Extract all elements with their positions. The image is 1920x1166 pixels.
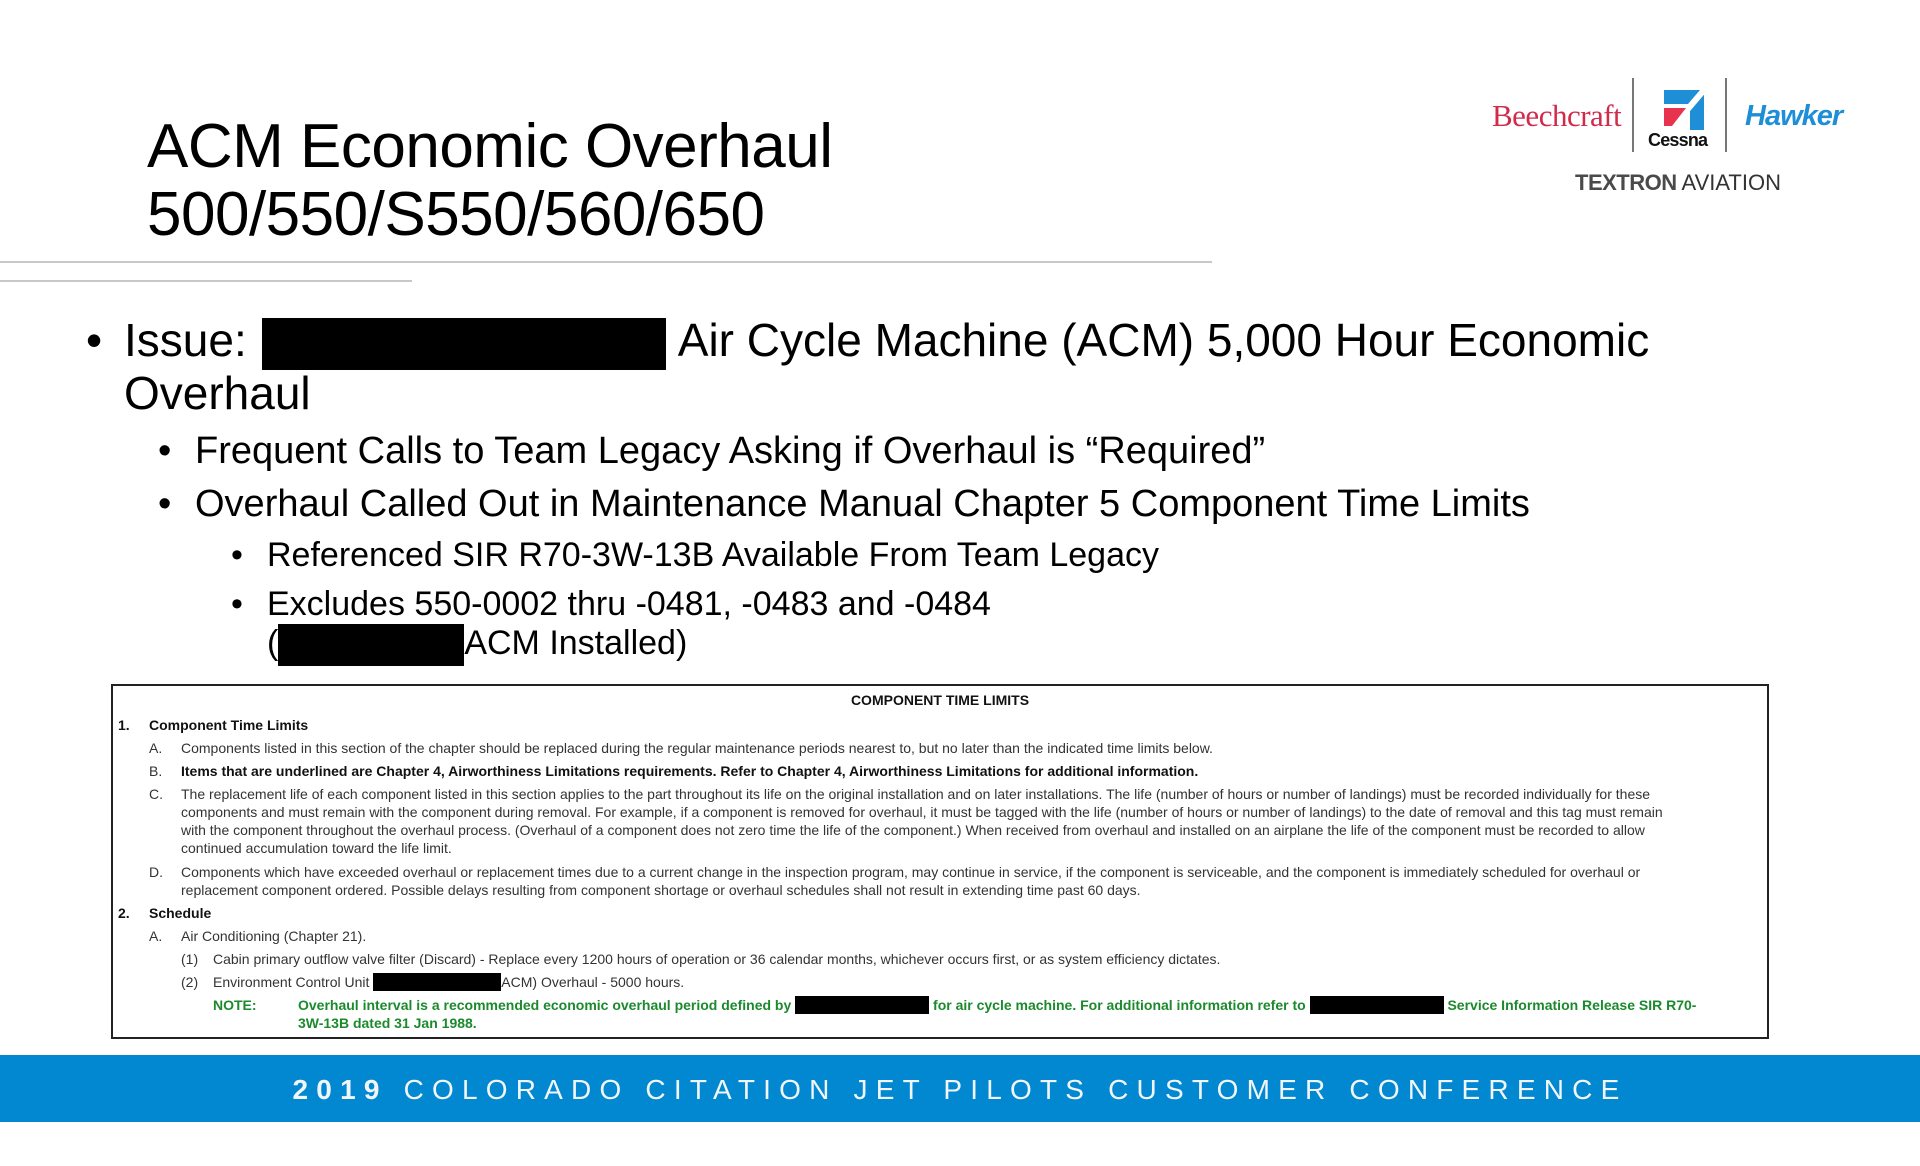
item-c-line4: continued accumulation toward the life limit. — [181, 840, 452, 856]
footer-conference-name: COLORADO CITATION JET PILOTS CUSTOMER CONFERENCE — [403, 1074, 1628, 1105]
title-divider-short — [0, 280, 412, 282]
note-line2: 3W-13B dated 31 Jan 1988. — [298, 1015, 477, 1031]
item-b-text: Items that are underlined are Chapter 4, Airworthiness Limitations requirements. Refer to Chapter 4, Airworthiness Limitations for additional information. — [181, 763, 1199, 779]
item-c-line3: with the component throughout the overhaul process. (Overhaul of a component does not zero time the life of the component.) When received from overhaul and installed on an airplane the life of the component must be recorded to allow — [181, 822, 1645, 838]
item-a-text: Components listed in this section of the chapter should be replaced during the regular maintenance periods nearest to, but no later than the indicated time limits below. — [181, 740, 1213, 756]
sub-bullet-excludes: Excludes 550-0002 thru -0481, -0483 and -0484 — [267, 585, 991, 623]
redacted-block — [373, 973, 501, 991]
beechcraft-logo: Beechcraft — [1492, 98, 1622, 133]
bullet-dot: • — [158, 483, 172, 525]
section-2-title: Schedule — [149, 905, 212, 921]
textron-wordmark: TEXTRON — [1575, 170, 1677, 195]
acm-installed-text: ACM Installed) — [464, 624, 688, 662]
bullet-dot: • — [86, 314, 103, 366]
section-1-number: 1. — [118, 717, 130, 733]
sub-bullet-referenced-sir: Referenced SIR R70-3W-13B Available From Team Legacy — [267, 536, 1160, 574]
note-line1 — [298, 996, 1696, 1014]
item-c-line1: The replacement life of each component listed in this section applies to the part throughout its life on the original installation and on later installations. The life (number of hours or number of landings) must be recorded individually for these — [181, 786, 1651, 802]
redacted-block — [262, 318, 666, 370]
excerpt-header: COMPONENT TIME LIMITS — [850, 692, 1030, 708]
brand-logos — [1480, 78, 1880, 208]
note-text-part3: Service Information Release SIR R70- — [1447, 997, 1697, 1013]
bullet-dot: • — [231, 536, 243, 574]
sub-bullet-excludes-cont — [267, 623, 687, 666]
maintenance-manual-excerpt — [111, 684, 1769, 1039]
note-text-part2: for air cycle machine. For additional information refer to — [933, 997, 1306, 1013]
item-label: A. — [149, 740, 163, 756]
redacted-block — [1310, 996, 1444, 1014]
item-label: C. — [149, 786, 163, 802]
air-conditioning-heading: Air Conditioning (Chapter 21). — [181, 928, 367, 944]
sub-bullet-frequent-calls: Frequent Calls to Team Legacy Asking if Overhaul is “Required” — [195, 430, 1266, 472]
aviation-wordmark: AVIATION — [1681, 170, 1781, 195]
section-1-title: Component Time Limits — [149, 717, 309, 733]
slide-title-line2: 500/550/S550/560/650 — [147, 180, 765, 249]
footer-year: 2019 — [292, 1074, 388, 1105]
ecu-overhaul-text — [213, 973, 684, 991]
item-d-line2: replacement component ordered. Possible delays resulting from component shortage or overhaul schedules shall not result in extending time past 60 days. — [181, 882, 1141, 898]
item-label: (1) — [181, 951, 199, 967]
conference-footer-band — [0, 1055, 1920, 1122]
bullet-dot: • — [158, 430, 172, 472]
note-label: NOTE: — [213, 997, 257, 1013]
note-text-part1: Overhaul interval is a recommended economic overhaul period defined by — [298, 997, 792, 1013]
redacted-block — [278, 624, 464, 666]
logo-separator — [1632, 78, 1634, 152]
slide-title-line1: ACM Economic Overhaul — [147, 112, 833, 181]
item-d-line1: Components which have exceeded overhaul or replacement times due to a current change in the inspection program, may continue in service, if the component is serviceable, and the component is immediately scheduled for overhaul or — [181, 864, 1641, 880]
outflow-valve-filter-text: Cabin primary outflow valve filter (Discard) - Replace every 1200 hours of operation or 36 calendar months, whichever occurs first, or as system efficiency dictates. — [213, 951, 1221, 967]
paren-open: ( — [267, 624, 279, 662]
item-label: (2) — [181, 974, 199, 990]
footer-text — [0, 1074, 1920, 1106]
ecu-label: Environment Control Unit — [213, 974, 370, 990]
item-c-line2: components and must remain with the component during removal. For example, if a component is removed for overhaul, it must be tagged with the life (number of hours or number of landings) to the date of removal and this tag must remain — [181, 804, 1663, 820]
section-2-number: 2. — [118, 905, 130, 921]
bullet-dot: • — [231, 585, 243, 623]
cessna-wordmark: Cessna — [1648, 130, 1708, 150]
redacted-block — [795, 996, 929, 1014]
hawker-logo: Hawker — [1745, 100, 1843, 132]
item-label: A. — [149, 928, 163, 944]
cessna-logo-icon — [1660, 86, 1708, 134]
sub-bullet-maintenance-manual: Overhaul Called Out in Maintenance Manual Chapter 5 Component Time Limits — [195, 483, 1530, 525]
textron-aviation-logo — [1575, 170, 1781, 196]
item-label: D. — [149, 864, 163, 880]
item-label: B. — [149, 763, 163, 779]
title-divider-long — [0, 261, 1212, 263]
issue-text: Air Cycle Machine (ACM) 5,000 Hour Economic — [677, 314, 1650, 366]
logo-separator — [1725, 78, 1727, 152]
issue-text-continued: Overhaul — [124, 367, 311, 419]
ecu-post-text: ACM) Overhaul - 5000 hours. — [501, 974, 685, 990]
issue-bullet — [124, 313, 1649, 370]
issue-label: Issue: — [124, 314, 247, 366]
